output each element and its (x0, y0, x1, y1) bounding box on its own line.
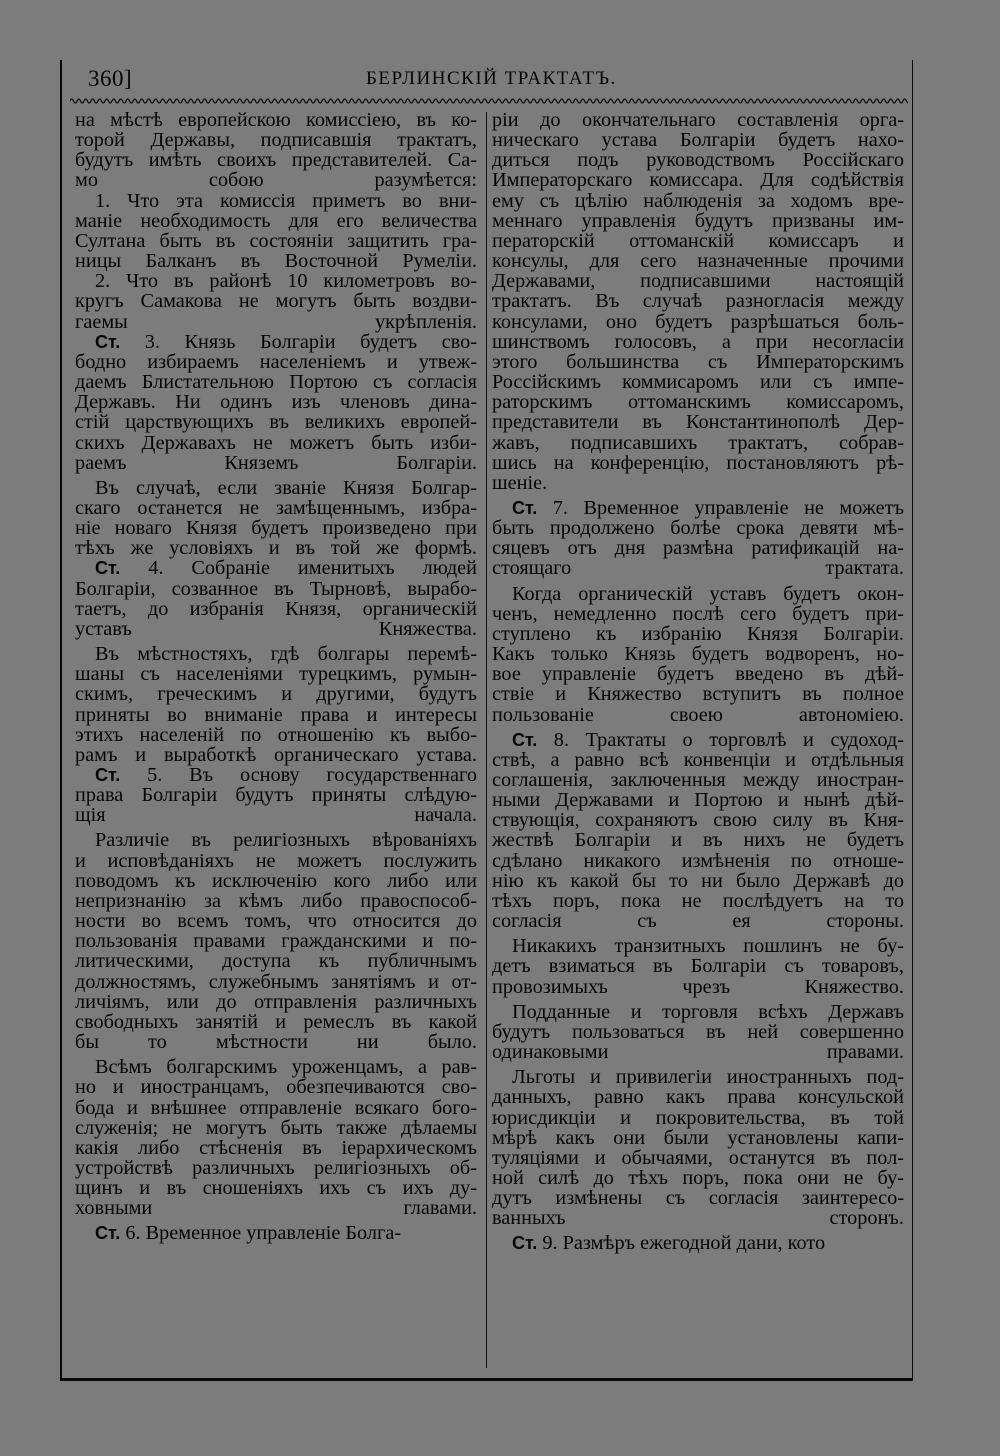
paragraph: Въ мѣстностяхъ, гдѣ болгары перемѣ- шаны съ населеніями турецкимъ, румын- скимъ, греческимъ и другими, будутъ приняты во вниманіе права и интересы этихъ населеній по отношенію къ выбо- рамъ и выработкѣ органическаго устава. (75, 643, 477, 766)
article-label: Ст. (95, 765, 121, 785)
article-paragraph: Ст. 7. Временное управленіе не можетъ быть продолжено болѣе срока девяти мѣ- сяцевъ отъ дня размѣна ратификацій на- стоящаго трактата. (492, 496, 904, 580)
left-column (75, 110, 477, 1244)
article-paragraph: Ст. 4. Собраніе именитыхъ людей Болгаріи, созванное въ Тырновѣ, вырабо- таетъ, до избранія Князя, органическій уставъ Княжества. (75, 557, 478, 640)
wavy-rule (70, 96, 908, 106)
right-column (492, 110, 904, 1254)
paragraph: Всѣмъ болгарскимъ уроженцамъ, а рав- но и иностранцамъ, обезпечиваются сво- бода и внѣшнее отправленіе всякаго бого- служенія; не могутъ быть также дѣлаемы какія либо стѣсненія въ іерархическомъ устройствѣ различныхъ религіозныхъ об- щинъ и въ сношеніяхъ ихъ съ ихъ ду- ховными главами. (75, 1056, 477, 1220)
paragraph: Льготы и привилегіи иностранныхъ под- данныхъ, равно какъ права консульской юрисдикціи и покровительства, въ той мѣрѣ какъ они были установлены капи- туляціями и обычаями, останутся въ пол- ной силѣ до тѣхъ поръ, пока они не бу- дутъ измѣнены съ согласія заинтересо- ванныхъ сторонъ. (492, 1066, 904, 1230)
paragraph: Различіе въ религіозныхъ вѣрованіяхъ и исповѣданіяхъ не можетъ послужить поводомъ къ исключенію кого либо или непризнанію за кѣмъ либо правоспособ- ности во всемъ томъ, что относится до пользованія правами гражданскими и по- литическими, доступа къ публичнымъ должностямъ, служебнымъ занятіямъ и от- личіямъ, или до отправленія различныхъ свободныхъ занятій и ремеслъ въ какой бы то мѣстности ни было. (75, 829, 477, 1054)
page-number: 360] (88, 66, 133, 91)
page-header (76, 62, 902, 96)
article-paragraph: Ст. 6. Временное управленіе Болга- (95, 1222, 402, 1245)
column-divider (486, 112, 487, 1368)
page-frame-bottom (60, 1378, 913, 1381)
article-paragraph: Ст. 9. Размѣръ ежегодной дани, кото (512, 1232, 826, 1255)
paragraph: Когда органическій уставъ будетъ окон- ченъ, немедленно послѣ сего будетъ при- ступлено къ избранію Князя Болгаріи. Какъ только Князь будетъ водворенъ, но- вое управленіе будетъ введено въ дѣй- ствіе и Княжество вступитъ въ полное пользованіе своею автономіею. (492, 582, 904, 726)
paragraph: ріи до окончательнаго составленія орга- ническаго устава Болгаріи будетъ нахо- диться подъ руководствомъ Россійскаго Императорскаго комиссара. Для содѣйствія ему съ цѣлію наблюденія за ходомъ вре- меннаго управленія будутъ призваны им- ператорскій оттоманскій комиссаръ и консулы, для сего назначенные прочими Державами, подписавшими настоящій трактатъ. Въ случаѣ разногласія между консулами, оно будетъ разрѣшаться боль- шинствомъ голосовъ, а при несогласіи этого большинства съ Императорскимъ Россійскимъ коммисаромъ или съ импе- раторскимъ оттоманскимъ комиссаромъ, представители въ Константинополѣ Дер- жавъ, подписавшихъ трактатъ, собрав- шись на конференцію, постановляютъ рѣ- шеніе. (492, 109, 904, 494)
article-label: Ст. (95, 1223, 121, 1244)
paragraph: на мѣстѣ европейскою комиссіею, въ ко- торой Державы, подписавшія трактатъ, будутъ имѣть своихъ представителей. Са- мо собою разумѣется: (75, 109, 477, 192)
article-label: Ст. (95, 558, 121, 579)
paragraph: 1. Что эта комиссія приметъ во вни- маніе необходимость для его величества Султана быть въ состояніи защитить гра- ницы Балканъ въ Восточной Румеліи. (75, 189, 477, 273)
page-frame-right (912, 60, 913, 1380)
paragraph: Подданные и торговля всѣхъ Державъ будутъ пользоваться въ ней совершенно одинаковыми правами. (492, 1000, 904, 1064)
article-paragraph: Ст. 8. Трактаты о торговлѣ и судоход- ствѣ, а равно всѣ конвенціи и отдѣльныя соглашенія, заключенныя между иностран- ными Державами и Портою и нынѣ дѣй- ствующія, сохраняютъ свою силу въ Кня- жествѣ Болгаріи и въ нихъ не будетъ сдѣлано никакого измѣненія по отноше- нію къ какой бы то ни было Державѣ до тѣхъ поръ, пока не послѣдуетъ на то согласія съ ея стороны. (492, 728, 904, 933)
article-label: Ст. (95, 331, 121, 352)
page-frame-left (60, 60, 62, 1380)
article-label: Ст. (512, 497, 538, 518)
article-paragraph: Ст. 3. Князь Болгаріи будетъ сво- бодно избираемъ населеніемъ и утвеж- даемъ Блистательною Портою съ согласія Державъ. Ни одинъ изъ членовъ дина- стій царствующихъ въ великихъ европей- скихъ Державахъ не можетъ быть изби- раемъ Княземъ Болгаріи. (75, 330, 477, 474)
running-title: БЕРЛИНСКІЙ ТРАКТАТЪ. (366, 68, 617, 89)
article-paragraph: Ст. 5. Въ основу государственнаго права Болгаріи будутъ приняты слѣдую- щія начала. (75, 764, 477, 827)
paragraph: Въ случаѣ, если званіе Князя Болгар- скаго останется не замѣщеннымъ, избра- ніе новаго Князя будетъ произведено при тѣхъ же условіяхъ и въ той же формѣ. (75, 476, 477, 560)
article-label: Ст. (512, 1233, 538, 1254)
article-label: Ст. (512, 729, 538, 750)
paragraph: Никакихъ транзитныхъ пошлинъ не бу- детъ взиматься въ Болгаріи съ товаровъ, провозимыхъ чрезъ Княжество. (492, 935, 904, 998)
paragraph: 2. Что въ районѣ 10 километровъ во- кругъ Самакова не могутъ быть воздви- гаемы укрѣпленія. (75, 270, 477, 333)
